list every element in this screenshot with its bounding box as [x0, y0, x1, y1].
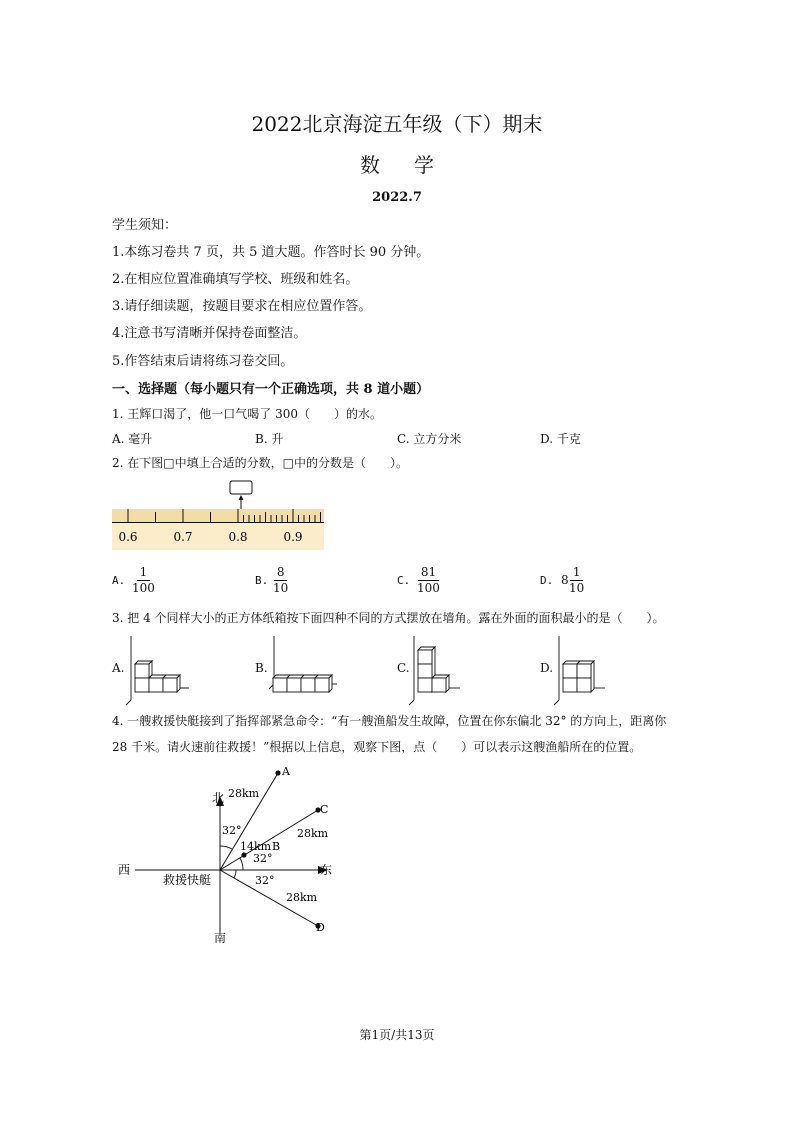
- denominator: 100: [132, 581, 155, 595]
- notice-item: 4.注意书写清晰并保持卷面整洁。: [112, 326, 307, 341]
- angle-arc-lower: [234, 870, 236, 878]
- q1-option-a: A. 毫升: [112, 432, 153, 446]
- angle-upper-label: 32°: [253, 852, 273, 865]
- point-a-label: A: [282, 765, 290, 778]
- q2-option-c-fraction: [414, 566, 443, 595]
- ruler-label: 0.6: [118, 530, 138, 544]
- notice-item: 5.作答结束后请将练习卷交回。: [112, 354, 294, 369]
- q1-option-c: C. 立方分米: [397, 432, 462, 446]
- answer-box: [230, 481, 252, 494]
- numerator: 1: [137, 566, 151, 581]
- q3-stem: 3. 把 4 个同样大小的正方体纸箱按下面四种不同的方式摆放在墙角。露在外面的面积最小的是（ ）。: [112, 611, 665, 625]
- q1-option-d: D. 千克: [540, 432, 581, 446]
- q2-option-a-label: A.: [112, 574, 126, 587]
- subject-title: 数学: [360, 153, 468, 177]
- q3-figure-b: [265, 634, 340, 706]
- north-label: 北: [212, 791, 225, 805]
- q2-option-b-fraction: [270, 566, 291, 595]
- point-a: [275, 770, 280, 775]
- q2-option-d-fraction: [566, 566, 587, 595]
- q3-option-c-label: C.: [397, 661, 410, 675]
- numerator: 8: [274, 566, 288, 581]
- notice-item: 3.请仔细读题，按题目要求在相应位置作答。: [112, 299, 372, 314]
- q1-stem: 1. 王辉口渴了，他一口气喝了 300（ ）的水。: [112, 407, 382, 421]
- ruler-label: 0.9: [283, 530, 303, 544]
- east-label: 东: [320, 863, 333, 877]
- ruler-top-strip: [112, 509, 324, 523]
- page-number: 第1页/共13页: [359, 1028, 435, 1042]
- notice-heading: 学生须知：: [112, 218, 178, 233]
- q3-option-b-label: B.: [255, 661, 268, 675]
- point-c-label: C: [320, 803, 329, 816]
- q3-option-d-label: D.: [540, 661, 554, 675]
- notice-item: 1.本练习卷共 7 页，共 5 道大题。作答时长 90 分钟。: [112, 245, 430, 260]
- point-b-label: B: [272, 840, 281, 853]
- angle-lower-label: 32°: [255, 874, 275, 887]
- q1-option-b: B. 升: [255, 432, 284, 446]
- q2-option-b-label: B.: [255, 574, 269, 587]
- point-d-label: D: [316, 921, 325, 934]
- ruler-label: 0.8: [228, 530, 248, 544]
- denominator: 100: [417, 581, 440, 595]
- q2-option-d-whole: 8: [561, 573, 569, 587]
- q4-stem-line2: 28 千米。请火速前往救援！”根据以上信息，观察下图，点（ ）可以表示这艘渔船所在的位置。: [112, 740, 642, 754]
- ruler-label: 0.7: [173, 530, 193, 544]
- angle-arc-north: [220, 846, 232, 849]
- point-b: [241, 852, 246, 857]
- exam-date: 2022.7: [372, 190, 422, 205]
- page-title: 2022北京海淀五年级（下）期末: [251, 112, 543, 136]
- distance-c: 28km: [297, 827, 329, 840]
- center-label: 救援快艇: [163, 873, 212, 887]
- q2-option-d-label: D.: [540, 574, 554, 587]
- q4-stem-line1: 4. 一艘救援快艇接到了指挥部紧急命令：“有一艘渔船发生故障，位置在你东偏北 32° 的方向上，距离你: [112, 714, 667, 728]
- south-label: 南: [214, 931, 227, 945]
- q2-option-c-label: C.: [397, 574, 411, 587]
- notice-item: 2.在相应位置准确填写学校、班级和姓名。: [112, 272, 359, 287]
- distance-a: 28km: [228, 787, 260, 800]
- numerator: 1: [570, 566, 584, 581]
- denominator: 10: [273, 581, 289, 595]
- q2-stem: 2. 在下图□中填上合适的分数，□中的分数是（ ）。: [112, 456, 408, 470]
- distance-d: 28km: [286, 891, 318, 904]
- compass-diagram: [110, 760, 340, 950]
- numerator: 81: [418, 566, 439, 581]
- q3-figure-d: [553, 634, 613, 706]
- west-label: 西: [118, 863, 131, 877]
- q2-option-a-fraction: [129, 566, 158, 595]
- q3-figure-a: [125, 634, 195, 706]
- angle-arc-upper: [240, 858, 243, 870]
- ruler-figure: [110, 478, 330, 552]
- q3-option-a-label: A.: [112, 661, 125, 675]
- distance-b: 14km: [240, 840, 272, 853]
- q3-figure-c: [408, 634, 468, 706]
- denominator: 10: [569, 581, 585, 595]
- section-heading: 一、选择题（每小题只有一个正确选项，共 8 道小题）: [112, 382, 430, 397]
- angle-north-label: 32°: [222, 824, 242, 837]
